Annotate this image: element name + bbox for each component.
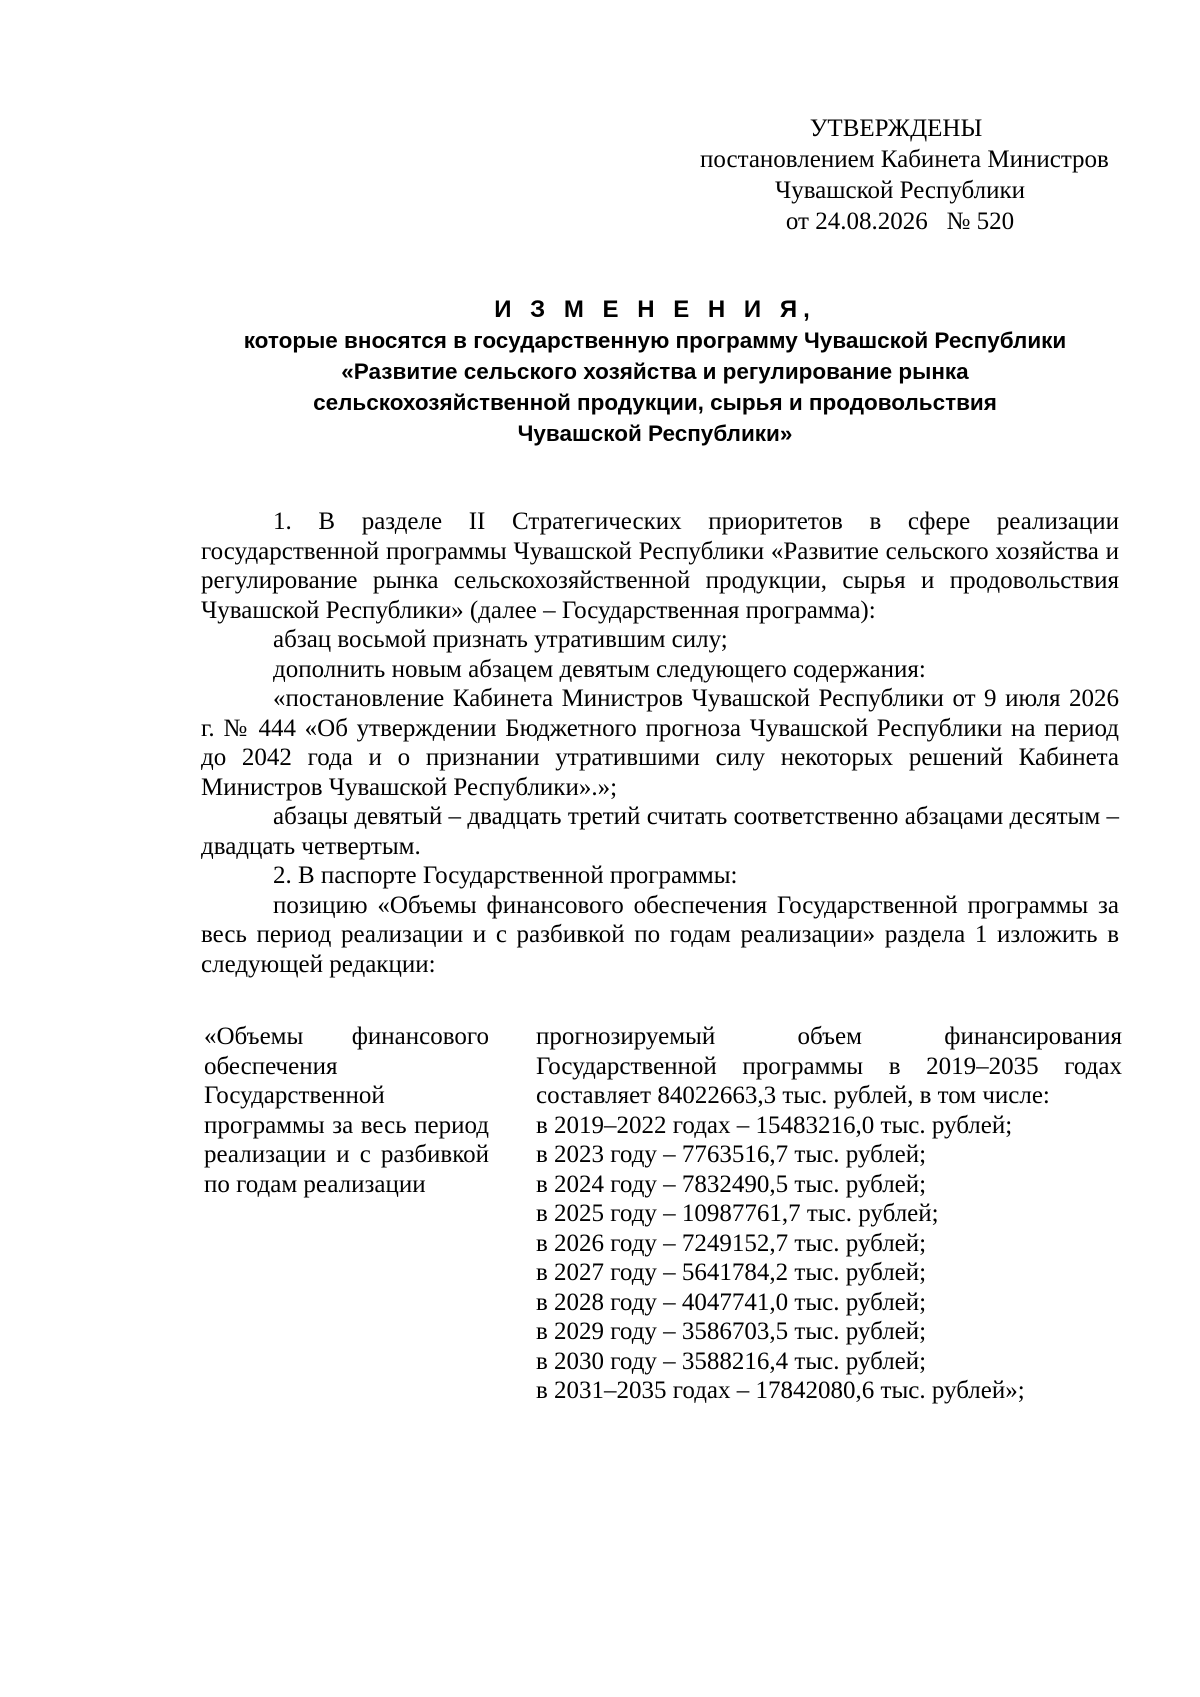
approval-title: УТВЕРЖДЕНЫ: [809, 115, 983, 142]
financing-item: в 2025 году – 10987761,7 тыс. рублей;: [536, 1200, 939, 1227]
approval-line-republic: Чувашской Республики: [774, 177, 1026, 204]
paragraph-3: дополнить новым абзацем девятым следующего содержания:: [273, 655, 926, 683]
paragraph-5: абзацы девятый – двадцать третий считать соответственно абзацами десятым – двадцать четвертым.: [201, 803, 1119, 860]
financing-item: в 2029 году – 3586703,5 тыс. рублей;: [536, 1318, 927, 1345]
title-line-1: которые вносятся в государственную программу Чувашской Республики: [243, 328, 1067, 353]
financing-item: в 2027 году – 5641784,2 тыс. рублей;: [536, 1259, 927, 1286]
financing-item: в 2031–2035 годах – 17842080,6 тыс. рублей»;: [536, 1377, 1025, 1404]
title-line-3: сельскохозяйственной продукции, сырья и продовольствия: [313, 390, 997, 415]
paragraph-1: 1. В разделе II Стратегических приоритетов в сфере реализации государственной программы Чувашской Республики «Развитие сельского хозяйства и регулирование рынка сельскохозяйственной продукции, сырья и продовольствия Чувашской Республики» (далее – Государственная программа):: [201, 508, 1119, 624]
financing-item: в 2028 году – 4047741,0 тыс. рублей;: [536, 1288, 927, 1316]
passport-table: [204, 1022, 1122, 1422]
financing-item: в 2024 году – 7832490,5 тыс. рублей;: [536, 1170, 927, 1198]
financing-total: прогнозируемый объем финансирования Государственной программы в 2019–2035 годах составляет 84022663,3 тыс. рублей, в том числе:: [536, 1023, 1122, 1109]
paragraph-7: позицию «Объемы финансового обеспечения Государственной программы за весь период реализации и с разбивкой по годам реализации» раздела 1 изложить в следующей редакции:: [201, 891, 1119, 978]
title-heading: И З М Е Н Е Н И Я,: [494, 296, 816, 323]
document-title: [200, 294, 1110, 449]
passport-position-label: «Объемы финансового обеспечения Государственной программы за весь период реализации и с разбивкой по годам реализации: [204, 1023, 489, 1198]
approval-line-decree: постановлением Кабинета Министров: [700, 146, 1109, 173]
financing-item: в 2019–2022 годах – 15483216,0 тыс. рублей;: [536, 1111, 1013, 1139]
paragraph-6: 2. В паспорте Государственной программы:: [273, 862, 738, 889]
paragraph-4: «постановление Кабинета Министров Чувашской Республики от 9 июля 2026 г. № 444 «Об утверждении Бюджетного прогноза Чувашской Республики на период до 2042 года и о признании утратившими силу некоторых решений Кабинета Министров Чувашской Республики».»;: [201, 685, 1119, 801]
approval-stamp: [700, 113, 1109, 237]
document-body: [201, 507, 1119, 979]
financing-item: в 2030 году – 3588216,4 тыс. рублей;: [536, 1347, 927, 1375]
paragraph-2: абзац восьмой признать утратившим силу;: [273, 626, 728, 653]
approval-date-number: от 24.08.2026 № 520: [785, 208, 1015, 235]
title-line-4: Чувашской Республики»: [517, 421, 793, 446]
financing-item: в 2026 году – 7249152,7 тыс. рублей;: [536, 1229, 927, 1257]
financing-item: в 2023 году – 7763516,7 тыс. рублей;: [536, 1141, 927, 1168]
passport-position-value: [536, 1022, 1122, 1406]
title-line-2: «Развитие сельского хозяйства и регулирование рынка: [341, 359, 969, 384]
